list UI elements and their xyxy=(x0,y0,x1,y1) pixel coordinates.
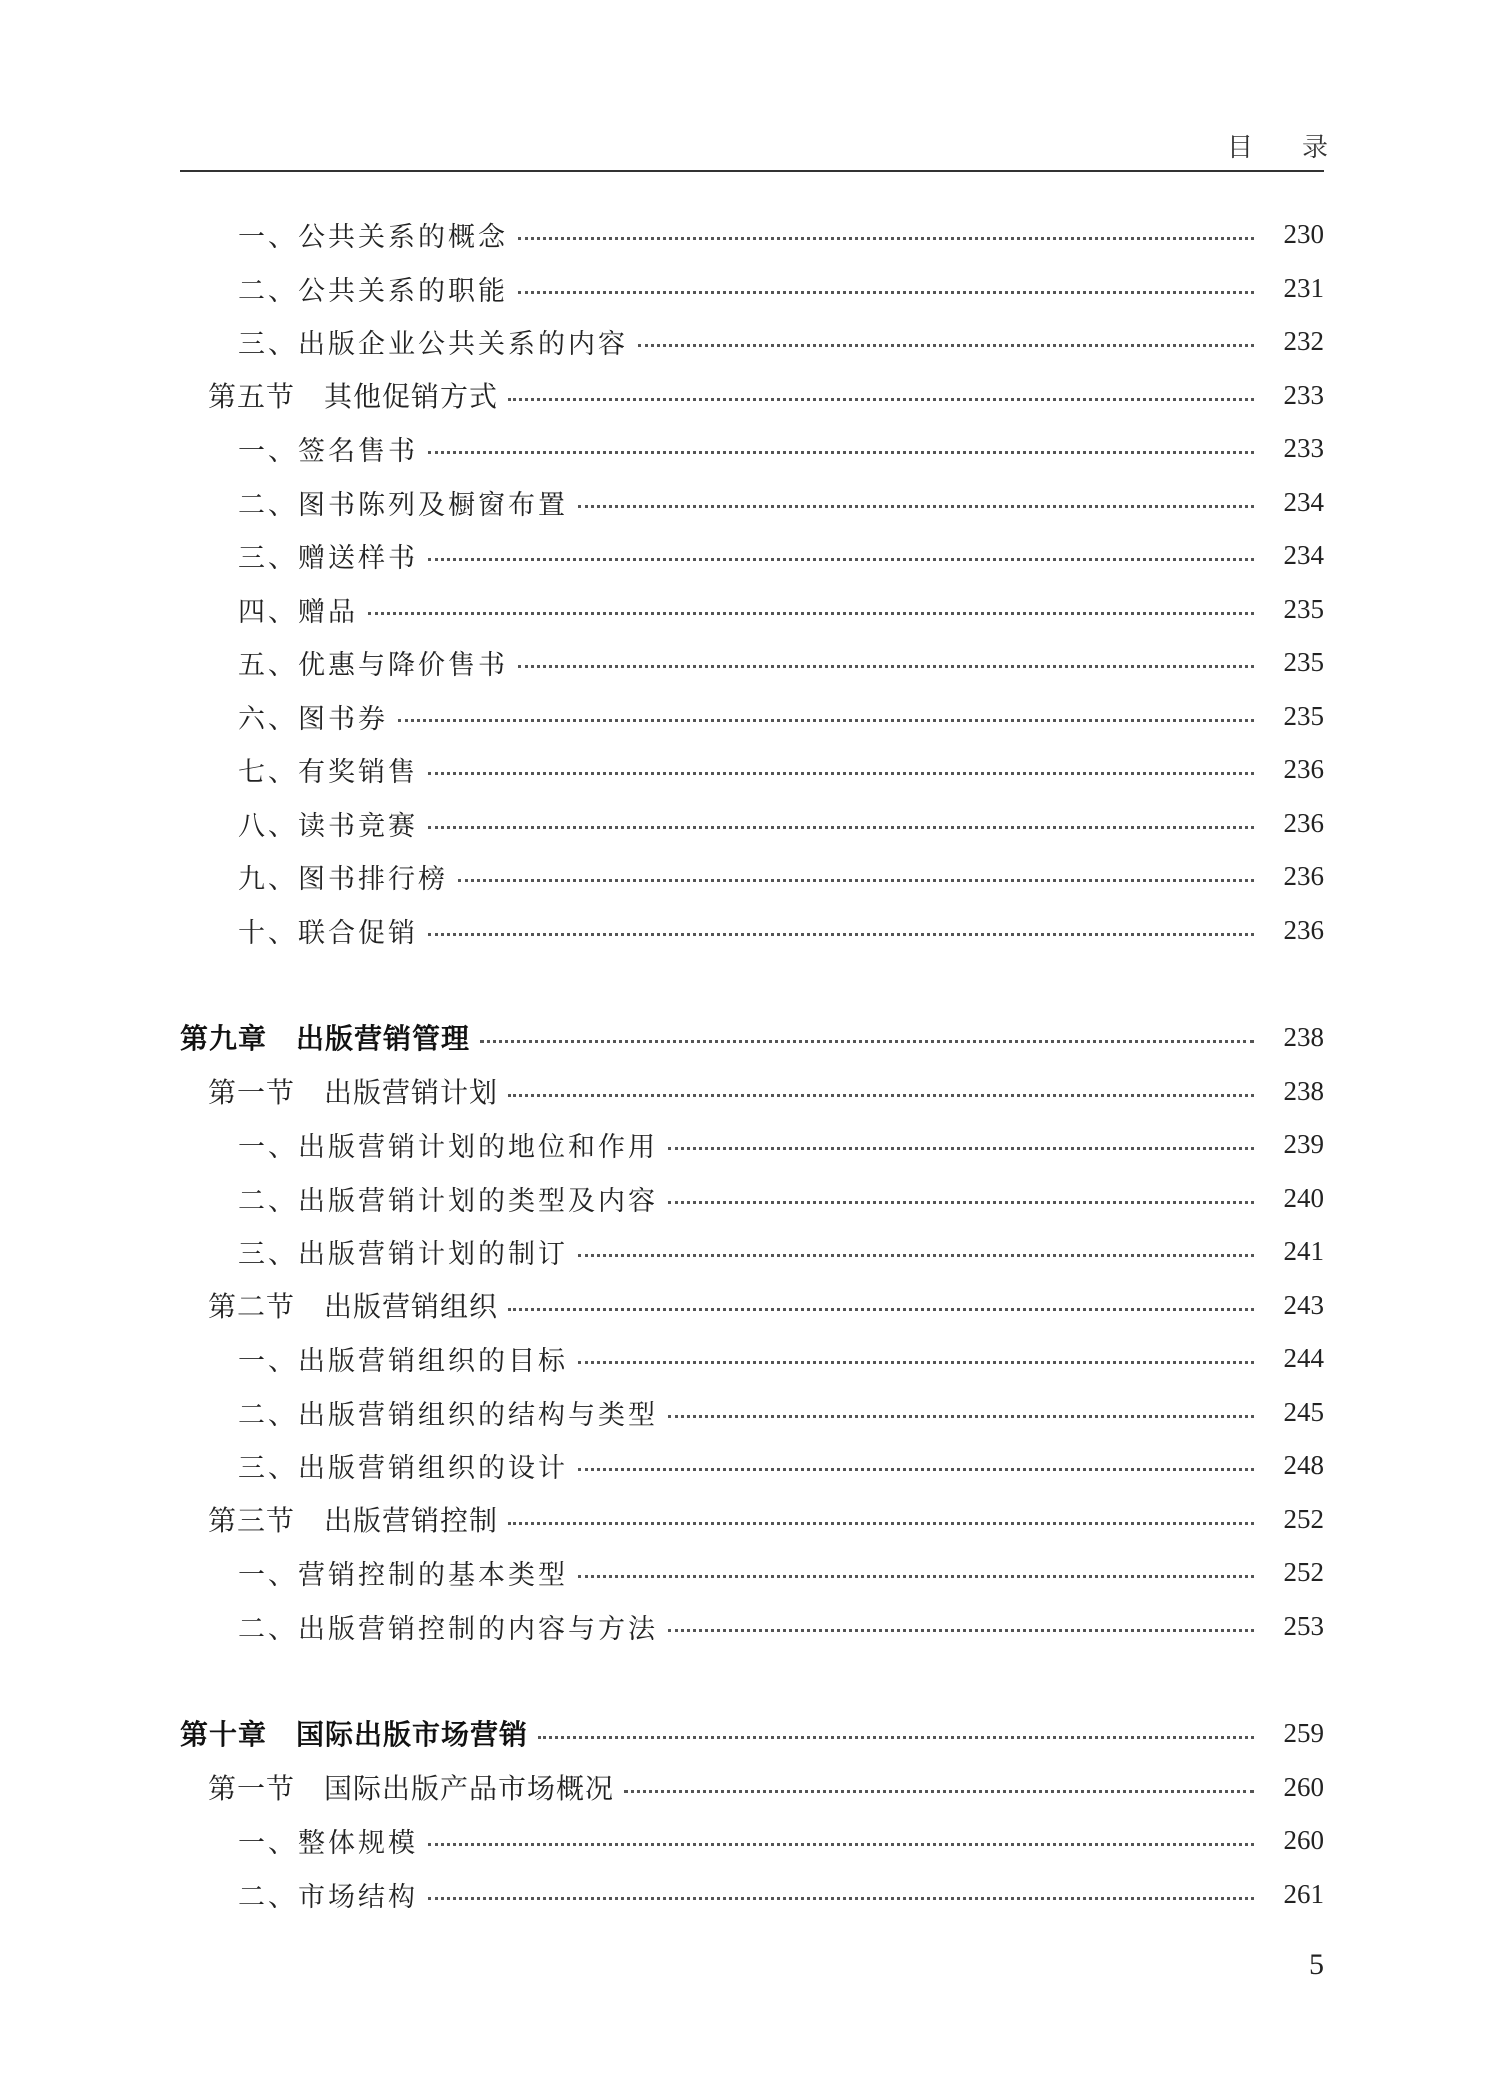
toc-entry-item xyxy=(238,801,1324,845)
toc-entry-section xyxy=(208,1283,1324,1327)
dot-leader xyxy=(518,291,1254,294)
dot-leader xyxy=(428,1843,1254,1846)
toc-entry-page: 233 xyxy=(1283,379,1324,410)
toc-entry-item xyxy=(238,1443,1324,1487)
toc-entry-title: 四、赠品 xyxy=(238,596,358,628)
toc-entry-title: 五、优惠与降价售书 xyxy=(238,649,508,681)
toc-entry-section xyxy=(208,373,1324,417)
toc-entry-item xyxy=(238,1818,1324,1862)
dot-leader xyxy=(428,933,1254,936)
header-rule xyxy=(180,170,1324,172)
toc-entry-title: 二、出版营销控制的内容与方法 xyxy=(238,1613,658,1645)
toc-entry-page: 236 xyxy=(1283,860,1324,891)
toc-entry-item xyxy=(238,640,1324,684)
toc-entry-title: 一、出版营销计划的地位和作用 xyxy=(238,1131,658,1163)
toc-entry-item xyxy=(238,480,1324,524)
toc-entry-item xyxy=(238,319,1324,363)
toc-entry-item xyxy=(238,1122,1324,1166)
toc-entry-page: 234 xyxy=(1283,486,1324,517)
toc-entry-title: 三、出版营销计划的制订 xyxy=(238,1238,568,1270)
dot-leader xyxy=(578,505,1254,508)
toc-entry-title: 三、出版营销组织的设计 xyxy=(238,1452,568,1484)
toc-entry-title: 二、出版营销组织的结构与类型 xyxy=(238,1399,658,1431)
toc-entry-title: 一、整体规模 xyxy=(238,1827,418,1859)
toc-entry-item xyxy=(238,1550,1324,1594)
toc-entry-chapter xyxy=(180,1015,1324,1059)
toc-entry-page: 234 xyxy=(1283,539,1324,570)
toc-entry-item xyxy=(238,1176,1324,1220)
toc-entry-page: 252 xyxy=(1283,1556,1324,1587)
dot-leader xyxy=(508,1522,1254,1525)
dot-leader xyxy=(578,1361,1254,1364)
running-header xyxy=(1227,128,1327,168)
toc-entry-page: 261 xyxy=(1283,1878,1324,1909)
toc-entry-page: 235 xyxy=(1283,646,1324,677)
toc-entry-item xyxy=(238,1390,1324,1434)
dot-leader xyxy=(578,1575,1254,1578)
toc-entry-item xyxy=(238,587,1324,631)
toc-entry-chapter xyxy=(180,1711,1324,1755)
toc-entry-title: 八、读书竞赛 xyxy=(238,810,418,842)
toc-entry-page: 235 xyxy=(1283,700,1324,731)
toc-entry-title: 第三节 出版营销控制 xyxy=(208,1504,499,1537)
dot-leader xyxy=(428,1897,1254,1900)
toc-entry-item xyxy=(238,694,1324,738)
toc-entry-title: 一、公共关系的概念 xyxy=(238,221,508,253)
dot-leader xyxy=(518,665,1254,668)
dot-leader xyxy=(578,1254,1254,1257)
toc-entry-title: 三、赠送样书 xyxy=(238,542,418,574)
toc-entry-item xyxy=(238,854,1324,898)
toc-entry-item xyxy=(238,1229,1324,1273)
dot-leader xyxy=(458,879,1254,882)
toc-entry-item xyxy=(238,266,1324,310)
toc-entry-page: 236 xyxy=(1283,753,1324,784)
toc-entry-title: 第一节 国际出版产品市场概况 xyxy=(208,1772,615,1805)
toc-entry-page: 260 xyxy=(1283,1824,1324,1855)
toc-entry-section xyxy=(208,1069,1324,1113)
toc-entry-title: 二、公共关系的职能 xyxy=(238,275,508,307)
toc-entry-page: 259 xyxy=(1283,1717,1324,1748)
toc-entry-title: 七、有奖销售 xyxy=(238,756,418,788)
dot-leader xyxy=(480,1040,1254,1043)
toc-entry-page: 243 xyxy=(1283,1289,1324,1320)
toc-entry-title: 九、图书排行榜 xyxy=(238,863,448,895)
toc-entry-item xyxy=(238,426,1324,470)
toc-entry-page: 248 xyxy=(1283,1449,1324,1480)
toc-entry-title: 二、市场结构 xyxy=(238,1881,418,1913)
dot-leader xyxy=(508,1308,1254,1311)
toc-entry-page: 239 xyxy=(1283,1128,1324,1159)
toc-entry-page: 241 xyxy=(1283,1235,1324,1266)
toc-entry-page: 260 xyxy=(1283,1771,1324,1802)
header-title-char-1: 目 xyxy=(1227,133,1254,163)
dot-leader xyxy=(428,451,1254,454)
toc-entry-item xyxy=(238,747,1324,791)
dot-leader xyxy=(508,1094,1254,1097)
dot-leader xyxy=(518,237,1254,240)
toc-entry-item xyxy=(238,1872,1324,1916)
toc-entry-page: 252 xyxy=(1283,1503,1324,1534)
dot-leader xyxy=(638,344,1254,347)
dot-leader xyxy=(624,1790,1254,1793)
toc-entry-page: 235 xyxy=(1283,593,1324,624)
toc-entry-title: 二、图书陈列及橱窗布置 xyxy=(238,489,568,521)
dot-leader xyxy=(668,1415,1254,1418)
toc-entry-item xyxy=(238,212,1324,256)
dot-leader xyxy=(398,719,1254,722)
toc-entry-page: 253 xyxy=(1283,1610,1324,1641)
toc-entry-page: 244 xyxy=(1283,1342,1324,1373)
toc-entry-item xyxy=(238,1604,1324,1648)
toc-entry-title: 第一节 出版营销计划 xyxy=(208,1076,499,1109)
dot-leader xyxy=(578,1468,1254,1471)
toc-entry-item xyxy=(238,1336,1324,1380)
toc-entry-page: 238 xyxy=(1283,1021,1324,1052)
toc-entry-page: 231 xyxy=(1283,272,1324,303)
toc-entry-section xyxy=(208,1497,1324,1541)
toc-entry-title: 第十章 国际出版市场营销 xyxy=(180,1718,529,1751)
toc-entry-section xyxy=(208,1765,1324,1809)
toc-entry-title: 一、营销控制的基本类型 xyxy=(238,1559,568,1591)
toc-entry-item xyxy=(238,533,1324,577)
toc-entry-page: 245 xyxy=(1283,1396,1324,1427)
dot-leader xyxy=(428,826,1254,829)
page-number: 5 xyxy=(1309,1948,1324,1981)
toc-entry-title: 第二节 出版营销组织 xyxy=(208,1290,499,1323)
toc-entry-title: 二、出版营销计划的类型及内容 xyxy=(238,1185,658,1217)
toc-entry-page: 236 xyxy=(1283,807,1324,838)
toc-entry-page: 238 xyxy=(1283,1075,1324,1106)
toc-entry-title: 第九章 出版营销管理 xyxy=(180,1022,471,1055)
toc-entry-title: 三、出版企业公共关系的内容 xyxy=(238,328,628,360)
header-title-char-2: 录 xyxy=(1302,133,1329,163)
dot-leader xyxy=(668,1201,1254,1204)
toc-entry-title: 一、出版营销组织的目标 xyxy=(238,1345,568,1377)
dot-leader xyxy=(538,1736,1254,1739)
dot-leader xyxy=(368,612,1254,615)
toc-entry-page: 230 xyxy=(1283,218,1324,249)
toc-entry-item xyxy=(238,908,1324,952)
toc-entry-page: 236 xyxy=(1283,914,1324,945)
toc-entry-page: 240 xyxy=(1283,1182,1324,1213)
dot-leader xyxy=(428,772,1254,775)
toc-entry-title: 六、图书券 xyxy=(238,703,388,735)
toc-entry-page: 232 xyxy=(1283,325,1324,356)
dot-leader xyxy=(428,558,1254,561)
toc-entry-page: 233 xyxy=(1283,432,1324,463)
dot-leader xyxy=(668,1147,1254,1150)
toc-entry-title: 第五节 其他促销方式 xyxy=(208,380,499,413)
toc-entry-title: 一、签名售书 xyxy=(238,435,418,467)
dot-leader xyxy=(508,398,1254,401)
toc-entry-title: 十、联合促销 xyxy=(238,917,418,949)
dot-leader xyxy=(668,1629,1254,1632)
